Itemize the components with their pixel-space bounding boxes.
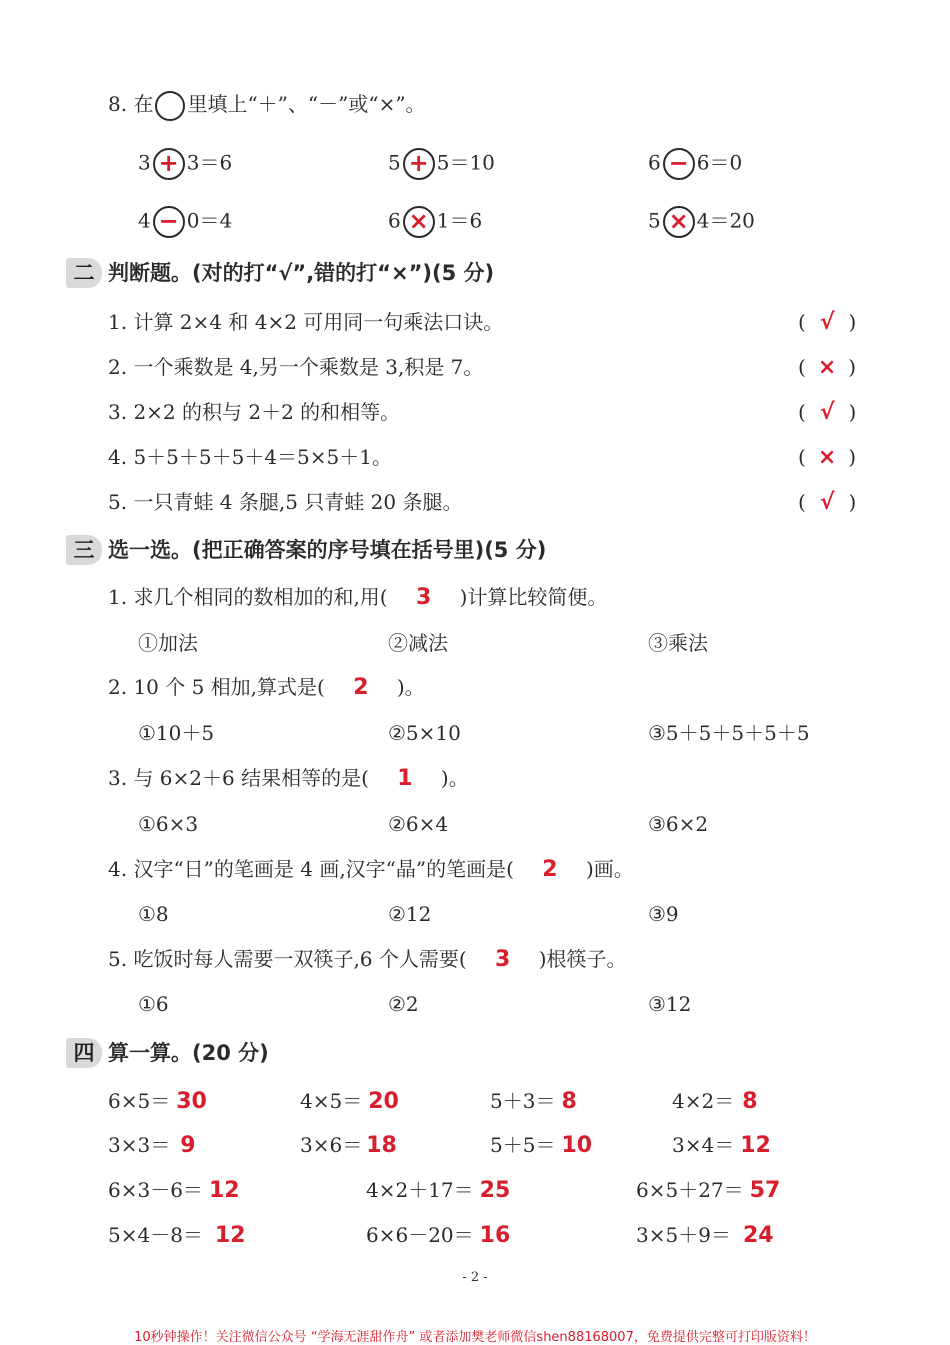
choice-option: ③5＋5＋5＋5＋5 — [648, 721, 810, 745]
judge-item: 1. 计算 2×4 和 4×2 可用同一句乘法口诀。 — [108, 310, 504, 334]
calc-item: 6×5＋27＝ 57 — [636, 1178, 781, 1203]
section-title: 判断题。(对的打“√”,错的打“×”)(5 分) — [108, 261, 495, 285]
judge-item: 5. 一只青蛙 4 条腿,5 只青蛙 20 条腿。 — [108, 490, 463, 514]
blank-circle-icon — [155, 91, 185, 121]
judge-answer: ( √ ) — [798, 490, 857, 515]
choice-option: ③12 — [648, 992, 692, 1016]
choice-answer: 3 — [415, 585, 432, 610]
calc-item: 4×2＝ 8 — [672, 1089, 758, 1114]
calc-item: 5＋3＝ 8 — [490, 1089, 577, 1114]
calc-item: 6×5＝ 30 — [108, 1089, 207, 1114]
judge-item: 2. 一个乘数是 4,另一个乘数是 3,积是 7。 — [108, 355, 484, 379]
choice-question: 1. 求几个相同的数相加的和,用( 3 )计算比较简便。 — [108, 585, 608, 610]
choice-option: ③9 — [648, 902, 679, 926]
choice-option: ③6×2 — [648, 812, 709, 836]
calc-answer: 30 — [176, 1089, 207, 1114]
judge-mark: √ — [819, 400, 835, 425]
operator-circle: + — [403, 148, 435, 180]
calc-item: 4×5＝ 20 — [300, 1089, 399, 1114]
operator-circle: × — [663, 206, 695, 238]
calc-answer: 16 — [479, 1223, 511, 1248]
calc-answer: 8 — [561, 1089, 577, 1114]
calc-item: 5×4－8＝ 12 — [108, 1223, 246, 1248]
choice-option: ①6×3 — [138, 812, 199, 836]
choice-option: ①加法 — [138, 631, 198, 655]
judge-mark: × — [817, 445, 837, 470]
calc-item: 4×2＋17＝ 25 — [366, 1178, 511, 1203]
calc-item: 3×4＝ 12 — [672, 1133, 771, 1158]
calc-item: 6×6－20＝ 16 — [366, 1223, 511, 1248]
choice-option: ①8 — [138, 902, 169, 926]
choice-option: ②5×10 — [388, 721, 461, 745]
calc-answer: 57 — [749, 1178, 781, 1203]
q8-item: 6 × 1＝6 — [388, 206, 482, 238]
section-number: 二 — [66, 258, 102, 288]
section-4-header — [66, 1038, 269, 1068]
section-3-header — [66, 535, 546, 565]
operator-circle: × — [403, 206, 435, 238]
q8-prompt — [108, 90, 426, 121]
choice-question: 5. 吃饭时每人需要一双筷子,6 个人需要( 3 )根筷子。 — [108, 947, 627, 972]
section-title: 选一选。(把正确答案的序号填在括号里)(5 分) — [108, 538, 547, 562]
choice-option: ②2 — [388, 992, 419, 1016]
choice-option: ①6 — [138, 992, 169, 1016]
calc-item: 5＋5＝ 10 — [490, 1133, 593, 1158]
calc-item: 6×3－6＝ 12 — [108, 1178, 240, 1203]
promo-note: 10秒钟操作！关注微信公众号 “学海无涯甜作舟” 或者添加樊老师微信shen88168007，免费提供完整可打印版资料！ — [134, 1330, 816, 1345]
calc-item: 3×6＝ 18 — [300, 1133, 397, 1158]
judge-answer: ( √ ) — [798, 310, 857, 335]
operator-circle: − — [663, 148, 695, 180]
calc-answer: 20 — [368, 1089, 399, 1114]
judge-item: 4. 5＋5＋5＋5＋4＝5×5＋1。 — [108, 445, 392, 469]
calc-answer: 12 — [740, 1133, 771, 1158]
choice-option: ②12 — [388, 902, 432, 926]
section-title: 算一算。(20 分) — [108, 1041, 269, 1065]
choice-answer: 2 — [353, 675, 369, 700]
choice-answer: 1 — [397, 766, 413, 791]
calc-answer: 9 — [180, 1133, 196, 1158]
calc-item: 3×3＝ 9 — [108, 1133, 196, 1158]
q8-item: 5 × 4＝20 — [648, 206, 755, 238]
calc-answer: 25 — [479, 1178, 511, 1203]
calc-answer: 18 — [366, 1133, 397, 1158]
calc-item: 3×5＋9＝ 24 — [636, 1223, 774, 1248]
judge-mark: √ — [819, 310, 835, 335]
page-number: - 2 - — [462, 1270, 488, 1285]
q8-item: 3 + 3＝6 — [138, 148, 232, 180]
choice-answer: 2 — [542, 857, 558, 882]
q8-prompt-pre: 8. 在 — [108, 92, 154, 116]
calc-answer: 8 — [742, 1089, 758, 1114]
q8-prompt-post: 里填上“＋”、“－”或“×”。 — [187, 92, 426, 116]
q8-item: 6 − 6＝0 — [648, 148, 742, 180]
calc-answer: 12 — [214, 1223, 246, 1248]
operator-circle: − — [153, 206, 185, 238]
judge-answer: ( √ ) — [798, 400, 857, 425]
choice-answer: 3 — [495, 947, 511, 972]
choice-option: ①10＋5 — [138, 721, 215, 745]
judge-item: 3. 2×2 的积与 2＋2 的和相等。 — [108, 400, 401, 424]
judge-mark: √ — [819, 490, 835, 515]
calc-answer: 10 — [561, 1133, 593, 1158]
judge-mark: × — [817, 355, 837, 380]
judge-answer: ( × ) — [798, 355, 857, 380]
choice-question: 4. 汉字“日”的笔画是 4 画,汉字“晶”的笔画是( 2 )画。 — [108, 857, 634, 882]
judge-answer: ( × ) — [798, 445, 857, 470]
q8-item: 5 + 5＝10 — [388, 148, 495, 180]
q8-item: 4 − 0＝4 — [138, 206, 232, 238]
choice-option: ②6×4 — [388, 812, 449, 836]
calc-answer: 12 — [208, 1178, 240, 1203]
operator-circle: + — [153, 148, 185, 180]
choice-option: ③乘法 — [648, 631, 708, 655]
choice-question: 2. 10 个 5 相加,算式是( 2 )。 — [108, 675, 425, 700]
section-2-header — [66, 258, 494, 288]
choice-question: 3. 与 6×2＋6 结果相等的是( 1 )。 — [108, 766, 469, 791]
section-number: 四 — [66, 1038, 102, 1068]
calc-answer: 24 — [742, 1223, 774, 1248]
choice-option: ②减法 — [388, 631, 448, 655]
section-number: 三 — [66, 535, 102, 565]
